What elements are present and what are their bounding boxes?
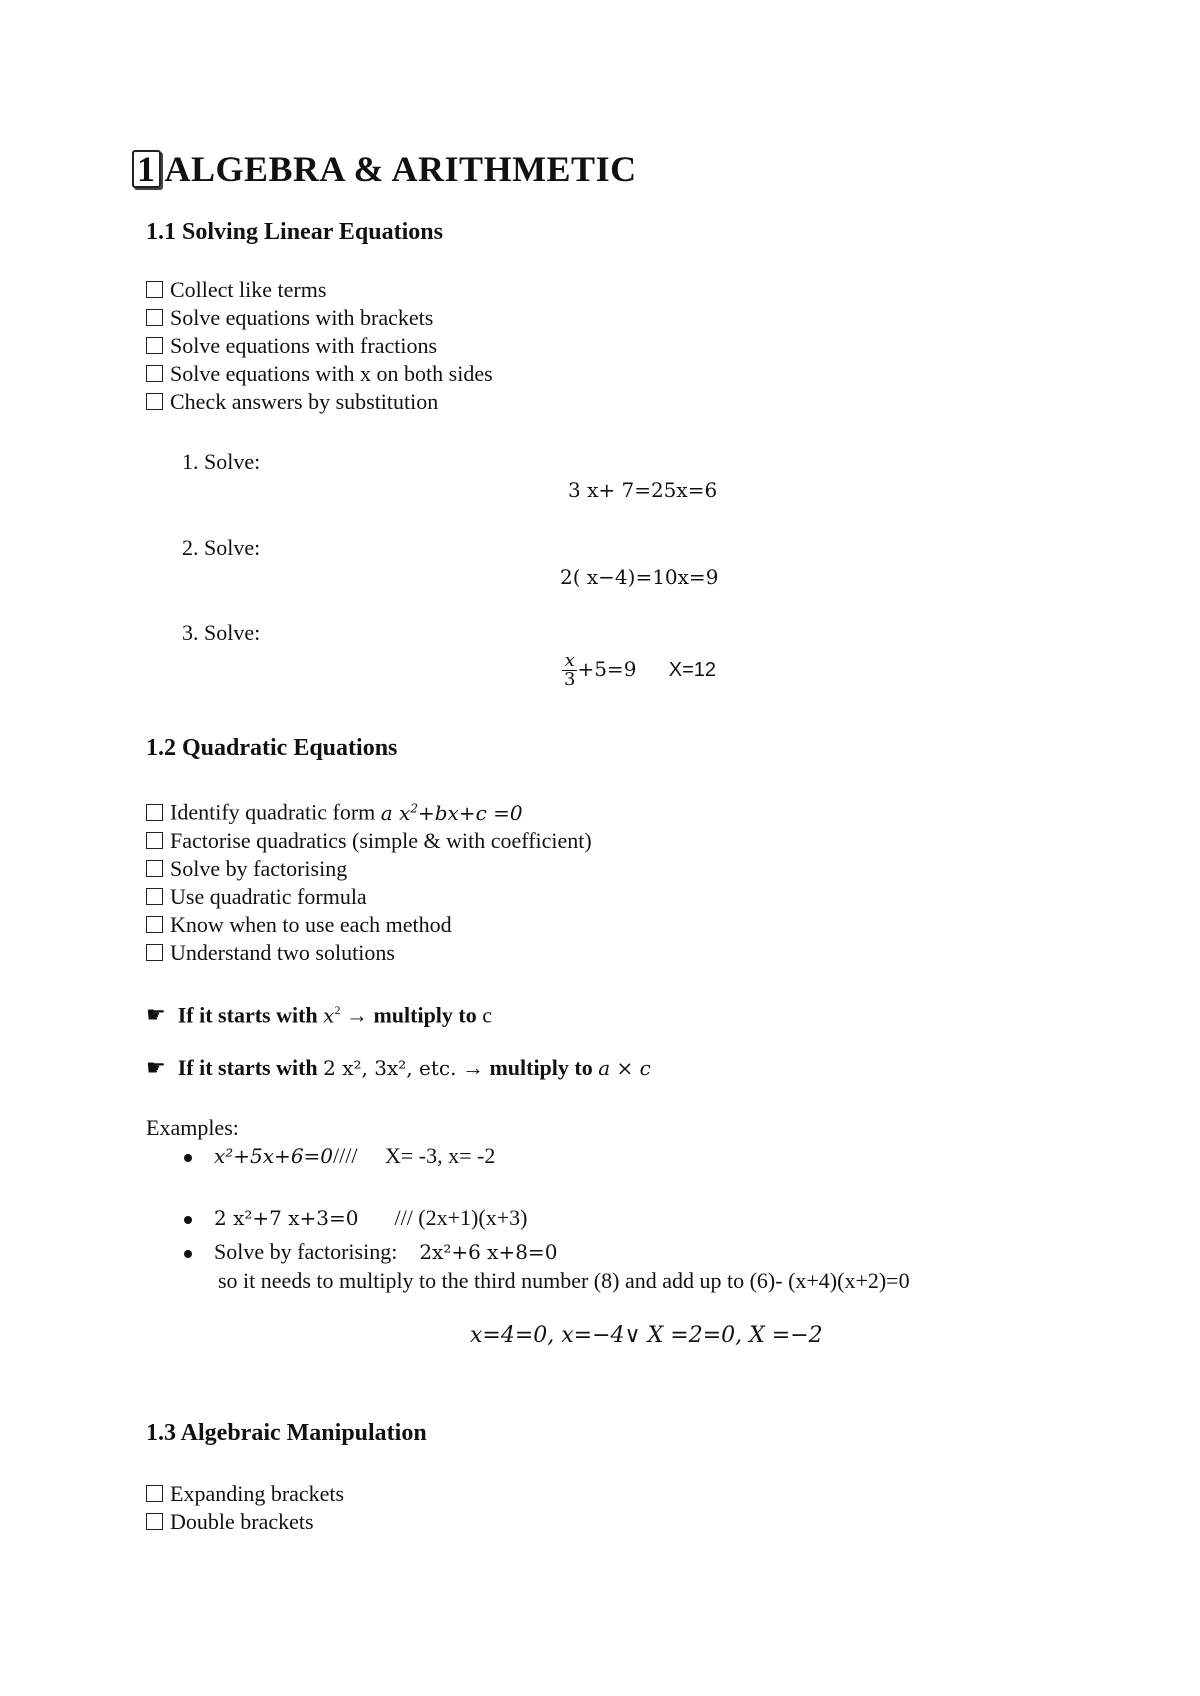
problem-1-equation: 3 x+ 7=25x=6 [568, 478, 718, 502]
problem-2-label: 2. Solve: [182, 535, 261, 560]
rule-2: ☛ If it starts with 2 x², 3x², etc. → multiply to a × c [146, 1055, 651, 1080]
checkbox-icon[interactable] [146, 832, 163, 849]
checklist-item: Use quadratic formula [146, 883, 592, 911]
checklist-item: Understand two solutions [146, 939, 592, 967]
bullet-icon [184, 1250, 192, 1258]
quadratic-form: a $x^2+bx+c =0$ [380, 800, 523, 825]
checklist-item: Solve equations with fractions [146, 332, 493, 360]
checkbox-icon[interactable] [146, 309, 163, 326]
checkbox-icon[interactable] [146, 281, 163, 298]
bullet-icon [184, 1154, 192, 1162]
rule-1: ☛ If it starts with $x^2$ → multiply to c [146, 1002, 493, 1028]
problem-2-equation: 2( x−4)=10x=9 [560, 565, 719, 589]
problem-3-answer: X=12 [668, 659, 717, 681]
bullet-icon [184, 1216, 192, 1224]
checkbox-icon[interactable] [146, 1513, 163, 1530]
checkbox-icon[interactable] [146, 944, 163, 961]
section-1-2-checklist [146, 794, 592, 967]
section-1-2-heading: 1.2 Quadratic Equations [146, 735, 398, 761]
checklist-item: Double brackets [146, 1508, 344, 1536]
checklist-item: Solve equations with brackets [146, 304, 493, 332]
chapter-heading [132, 148, 637, 190]
chapter-title: ALGEBRA & ARITHMETIC [164, 149, 637, 189]
problem-3-equation: $\frac{x}{3}$ +5=9 X=12 [564, 650, 717, 690]
checklist-item: Collect like terms [146, 276, 493, 304]
checkbox-icon[interactable] [146, 916, 163, 933]
checklist-item: Expanding brackets [146, 1480, 344, 1508]
section-1-3-checklist [146, 1480, 344, 1536]
section-1-1-heading: 1.1 Solving Linear Equations [146, 219, 443, 245]
checkbox-icon[interactable] [146, 888, 163, 905]
checklist-item: Identify quadratic form a $x^2+bx+c =0$ [146, 794, 592, 827]
checklist-item: Check answers by substitution [146, 388, 493, 416]
checkbox-icon[interactable] [146, 804, 163, 821]
checklist-item: Solve equations with x on both sides [146, 360, 493, 388]
checklist-item: Know when to use each method [146, 911, 592, 939]
example-3-explanation: so it needs to multiply to the third number (8) and add up to (6)- (x+4)(x+2)=0 [218, 1268, 910, 1293]
section-1-3-heading: 1.3 Algebraic Manipulation [146, 1420, 427, 1446]
checkbox-icon[interactable] [146, 393, 163, 410]
fraction: $\frac{x}{3}$ [564, 650, 576, 690]
example-3-result: x=4=0, x=−4∨ X =2=0, X =−2 [470, 1323, 823, 1348]
problem-3-label: 3. Solve: [182, 620, 261, 645]
section-1-1-checklist [146, 276, 493, 416]
example-3: Solve by factorising: 2x²+6 x+8=0 [184, 1238, 557, 1266]
example-1: x²+5x+6=0//// X= -3, x= -2 [184, 1142, 495, 1170]
pointing-hand-icon: ☛ [146, 1055, 166, 1080]
checklist-item: Factorise quadratics (simple & with coefficient) [146, 827, 592, 855]
checkbox-icon[interactable] [146, 337, 163, 354]
problem-1-label: 1. Solve: [182, 449, 261, 474]
pointing-hand-icon: ☛ [146, 1002, 166, 1028]
checklist-item: Solve by factorising [146, 855, 592, 883]
examples-label: Examples: [146, 1115, 239, 1140]
checkbox-icon[interactable] [146, 1485, 163, 1502]
checkbox-icon[interactable] [146, 860, 163, 877]
checkbox-icon[interactable] [146, 365, 163, 382]
example-2: 2 x²+7 x+3=0 /// (2x+1)(x+3) [184, 1204, 527, 1232]
chapter-number: 1 [132, 150, 161, 188]
